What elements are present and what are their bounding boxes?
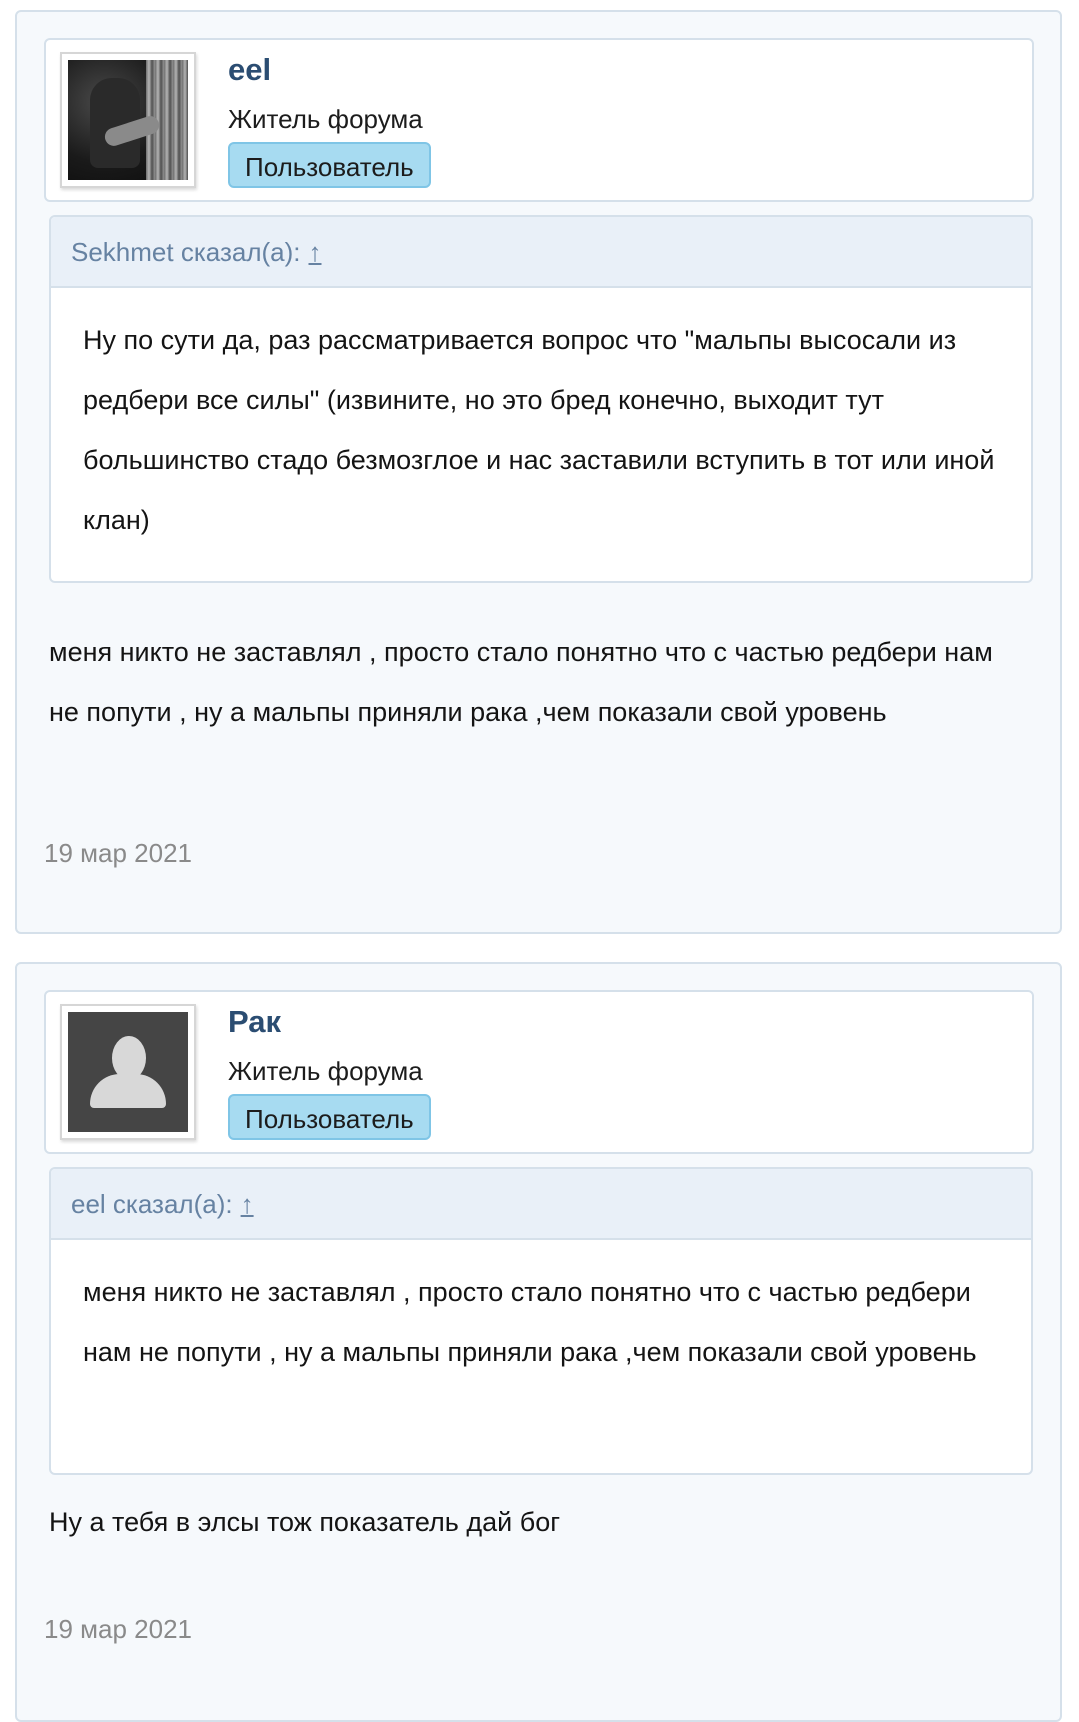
quote-text: меня никто не заставлял , просто стало понятно что с частью редбери нам не попути , ну а мальпы приняли рака ,чем показали свой уровень (83, 1277, 977, 1367)
user-title: Житель форума (228, 1056, 423, 1086)
quote-jump-arrow-icon[interactable]: ↑ (240, 1189, 254, 1219)
avatar[interactable] (68, 60, 188, 180)
user-title: Житель форума (228, 104, 423, 134)
default-avatar-icon[interactable] (68, 1012, 188, 1132)
quote-text: Ну по сути да, раз рассматривается вопрос что "мальпы высосали из редбери все силы" (извините, но это бред конечно, выходит тут большинство стадо безмозглое и нас заставили вступить в тот или иной клан) (83, 325, 995, 535)
quote-header (51, 217, 1031, 288)
post-date[interactable]: 19 мар 2021 (44, 1614, 193, 1644)
quote-block (49, 1167, 1033, 1475)
username-link[interactable]: Рак (228, 1004, 282, 1039)
quote-header (51, 1169, 1031, 1240)
post-message: Ну а тебя в элсы тож показатель дай бог (49, 1507, 561, 1537)
quote-block (49, 215, 1033, 583)
forum-post (15, 10, 1062, 934)
avatar-silhouette-head (112, 1036, 146, 1080)
forum-post (15, 962, 1062, 1722)
avatar-frame[interactable] (60, 1004, 196, 1140)
role-badge: Пользователь (228, 142, 431, 188)
quote-attribution: Sekhmet сказал(а): (71, 237, 301, 267)
user-card (44, 38, 1034, 202)
username-link[interactable]: eel (228, 52, 272, 87)
avatar-frame[interactable] (60, 52, 196, 188)
user-card (44, 990, 1034, 1154)
post-date[interactable]: 19 мар 2021 (44, 838, 193, 868)
quote-jump-arrow-icon[interactable]: ↑ (308, 237, 322, 267)
quote-attribution: eel сказал(а): (71, 1189, 233, 1219)
post-message: меня никто не заставлял , просто стало понятно что с частью редбери нам не попути , ну а мальпы приняли рака ,чем показали свой уровень (49, 637, 993, 727)
role-badge: Пользователь (228, 1094, 431, 1140)
